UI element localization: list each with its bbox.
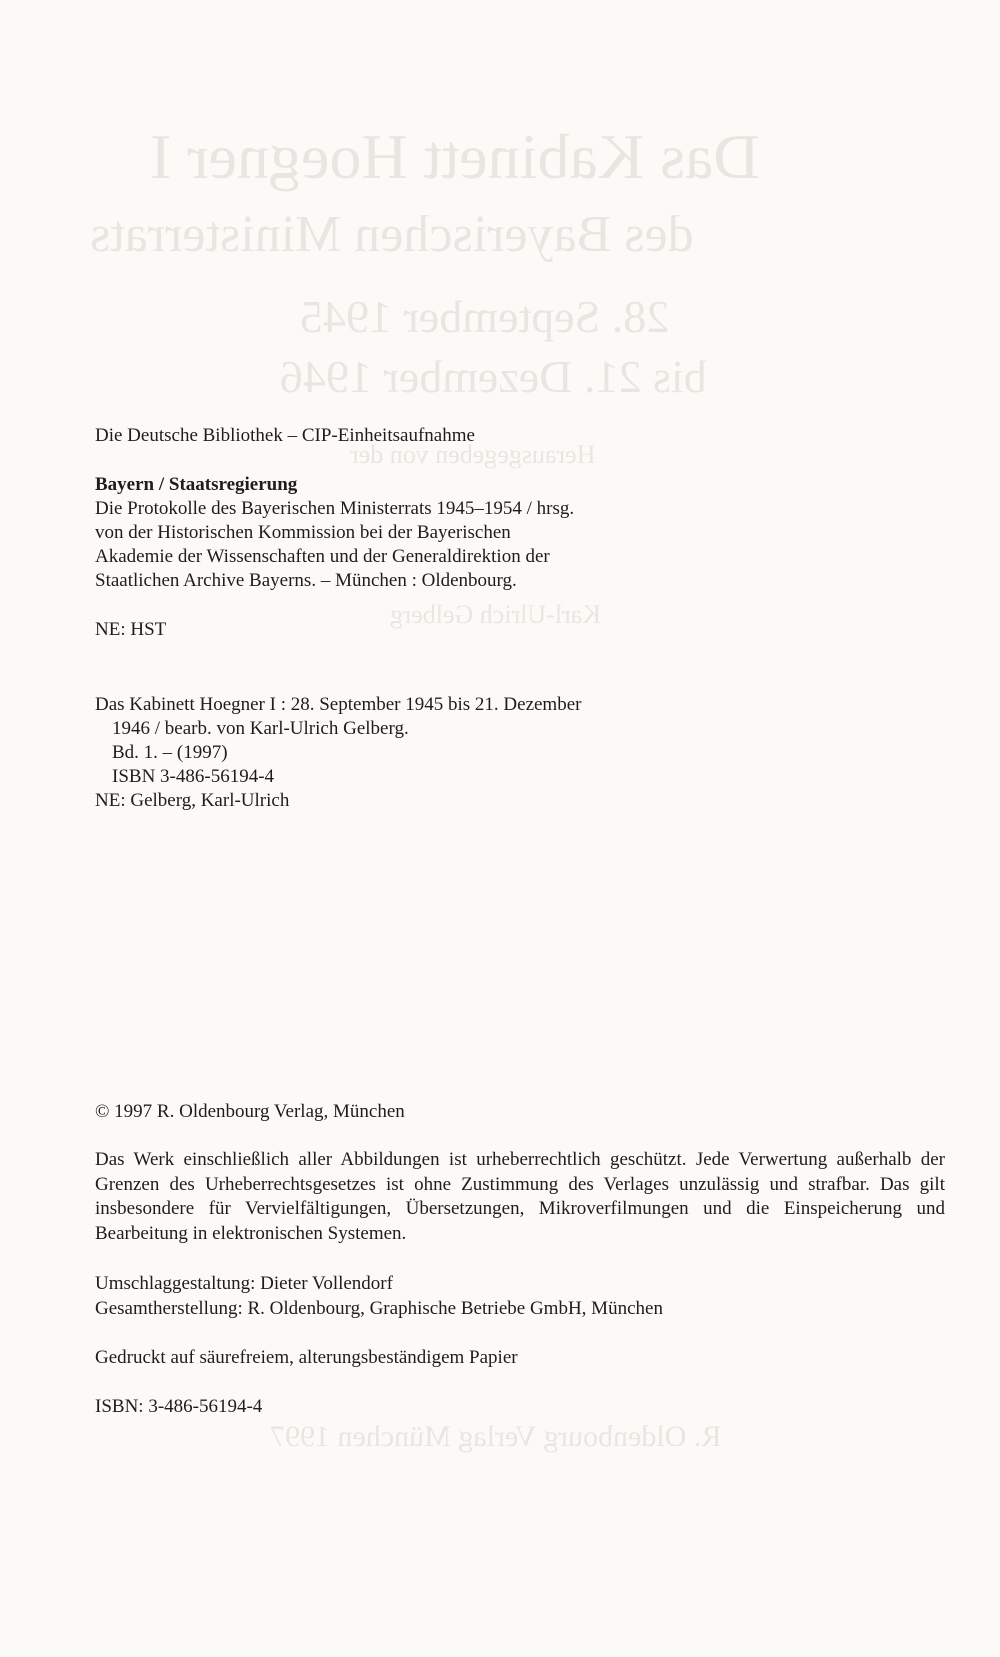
isbn: ISBN: 3-486-56194-4 [95, 1396, 263, 1417]
production-credit: Gesamtherstellung: R. Oldenbourg, Graphische Betriebe GmbH, München [95, 1298, 663, 1319]
show-through-editor-note: Herausgegeben von der [350, 440, 596, 469]
cover-design-credit: Umschlaggestaltung: Dieter Vollendorf [95, 1273, 393, 1294]
show-through-publisher: R. Oldenbourg Verlag München 1997 [270, 1420, 722, 1453]
show-through-date-start: 28. September 1945 [300, 291, 670, 342]
cip-series-line: Staatlichen Archive Bayerns. – München : Oldenbourg. [95, 570, 517, 591]
cip-volume-line: ISBN 3-486-56194-4 [112, 766, 275, 787]
cip-heading: Bayern / Staatsregierung [95, 474, 298, 495]
cip-series-line: Akademie der Wissenschaften und der Generaldirektion der [95, 546, 550, 567]
cip-volume-line: Bd. 1. – (1997) [112, 742, 228, 763]
cip-ne-volume: NE: Gelberg, Karl-Ulrich [95, 790, 290, 811]
copyright-notice: © 1997 R. Oldenbourg Verlag, München [95, 1101, 405, 1122]
paper-note: Gedruckt auf säurefreiem, alterungsbeständigem Papier [95, 1347, 518, 1368]
cip-header: Die Deutsche Bibliothek – CIP-Einheitsaufnahme [95, 425, 475, 446]
rights-paragraph: Das Werk einschließlich aller Abbildungen ist urheberrechtlich geschützt. Jede Verwertung außerhalb der Grenzen des Urheberrechtsgesetzes ist ohne Zustimmung des Verlages unzulässig und strafbar. Das gilt insbesondere für Vervielfältigungen, Übersetzungen, Mikroverfilmungen und die Einspeicherung und Bearbeitung in elektronischen Systemen. [95, 1149, 945, 1244]
cip-series-line: Die Protokolle des Bayerischen Ministerrats 1945–1954 / hrsg. [95, 498, 575, 519]
cip-ne-series: NE: HST [95, 619, 167, 640]
show-through-title: Das Kabinett Hoegner I [150, 121, 760, 192]
cip-volume-line: Das Kabinett Hoegner I : 28. September 1945 bis 21. Dezember [95, 694, 582, 715]
cip-series-line: von der Historischen Kommission bei der Bayerischen [95, 522, 511, 543]
cip-volume-line: 1946 / bearb. von Karl-Ulrich Gelberg. [112, 718, 409, 739]
show-through-editor: Karl-Ulrich Gelberg [390, 600, 602, 629]
show-through-subtitle: des Bayerischen Ministerrats [90, 206, 694, 263]
show-through-date-end: bis 21. Dezember 1946 [280, 351, 707, 402]
